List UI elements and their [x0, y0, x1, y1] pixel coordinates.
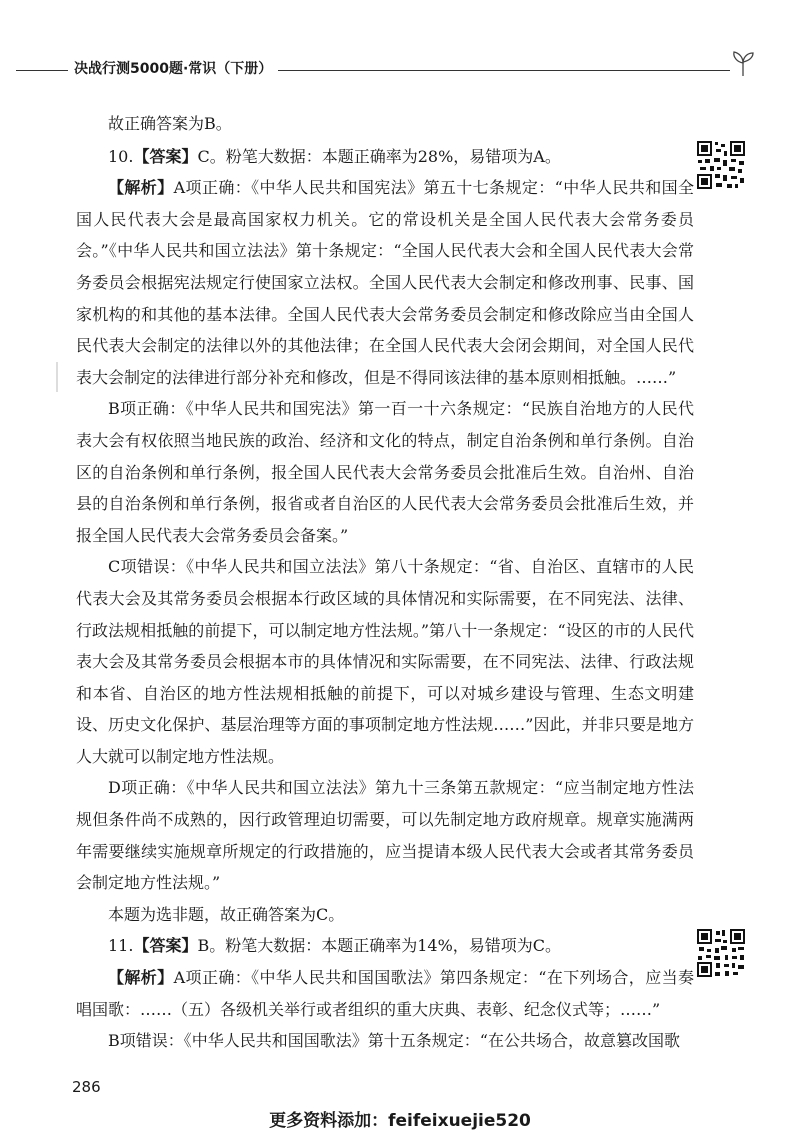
- answer-tag: 【答案】: [133, 936, 198, 956]
- answer-tag: 【答案】: [133, 146, 198, 166]
- question-11-analysis-a-text: A项正确：《中华人民共和国国歌法》第四条规定：“在下列场合，应当奏唱国歌：……（五）各级机关举行或者组织的重大庆典、表彰、纪念仪式等；……”: [76, 968, 694, 1019]
- question-10-analysis-b: B项正确：《中华人民共和国宪法》第一百一十六条规定：“民族自治地方的人民代表大会有权依照当地民族的政治、经济和文化的特点，制定自治条例和单行条例。自治区的自治条例和单行条例，报全国人民代表大会常务委员会批准后生效。自治州、自治县的自治条例和单行条例，报省或者自治区的人民代表大会常务委员会批准后生效，并报全国人民代表大会常务委员会备案。”: [76, 399, 694, 545]
- question-11-answer-text: B。粉笔大数据：本题正确率为14%，易错项为C。: [197, 936, 562, 956]
- running-header: [0, 54, 800, 84]
- paragraph-previous-answer: 故正确答案为B。: [108, 114, 232, 133]
- header-title: 决战行测5000题·常识（下册）: [74, 61, 273, 77]
- answer-explanations: [76, 108, 694, 1057]
- sprout-icon: [728, 48, 758, 78]
- qr-code-icon[interactable]: [696, 140, 746, 190]
- question-11-number: 11.: [108, 936, 134, 956]
- question-10-analysis-c: C项错误：《中华人民共和国立法法》第八十条规定：“省、自治区、直辖市的人民代表大会及其常务委员会根据本行政区域的具体情况和实际需要，在不同宪法、法律、行政法规相抵触的前提下，可以制定地方性法规。”第八十一条规定：“设区的市的人民代表大会及其常务委员会根据本市的具体情况和实际需要，在不同宪法、法律、行政法规和本省、自治区的地方性法规相抵触的前提下，可以对城乡建设与管理、生态文明建设、历史文化保护、基层治理等方面的事项制定地方性法规……”因此，并非只要是地方人大就可以制定地方性法规。: [76, 557, 694, 766]
- scan-edge-mark: [56, 362, 58, 392]
- question-10-number: 10.: [108, 146, 134, 166]
- footer-watermark: 更多资料添加：feifeixuejie520: [269, 1111, 531, 1131]
- question-11-analysis-a: [76, 962, 694, 1025]
- question-10-conclusion: 本题为选非题，故正确答案为C。: [108, 904, 345, 924]
- header-rule-right: [278, 70, 730, 71]
- analysis-tag: 【解析】: [108, 178, 174, 198]
- analysis-tag: 【解析】: [108, 968, 174, 988]
- header-rule-left: [16, 70, 68, 71]
- question-10-answer-text: C。粉笔大数据：本题正确率为28%，易错项为A。: [197, 146, 561, 166]
- qr-code-icon[interactable]: [696, 928, 746, 978]
- question-10-analysis-d: D项正确：《中华人民共和国立法法》第九十三条第五款规定：“应当制定地方性法规但条件尚不成熟的，因行政管理迫切需要，可以先制定地方政府规章。规章实施满两年需要继续实施规章所规定的行政措施的，应当提请本级人民代表大会或者其常务委员会制定地方性法规。”: [76, 778, 694, 893]
- question-11-answer: [76, 930, 694, 962]
- question-10-answer: [76, 141, 694, 173]
- question-11-analysis-b: B项错误：《中华人民共和国国歌法》第十五条规定：“在公共场合，故意篡改国歌: [108, 1031, 680, 1051]
- question-10-analysis-a-text: A项正确：《中华人民共和国宪法》第五十七条规定：“中华人民共和国全国人民代表大会是最高国家权力机关。它的常设机关是全国人民代表大会常务委员会。”《中华人民共和国立法法》第十条规定：“全国人民代表大会和全国人民代表大会常务委员会根据宪法规定行使国家立法权。全国人民代表大会制定和修改刑事、民事、国家机构的和其他的基本法律。全国人民代表大会常务委员会制定和修改除应当由全国人民代表大会制定的法律以外的其他法律；在全国人民代表大会闭会期间，对全国人民代表大会制定的法律进行部分补充和修改，但是不得同该法律的基本原则相抵触。……”: [76, 178, 694, 387]
- question-10-analysis-a: [76, 172, 694, 393]
- page-number: 286: [72, 1078, 101, 1096]
